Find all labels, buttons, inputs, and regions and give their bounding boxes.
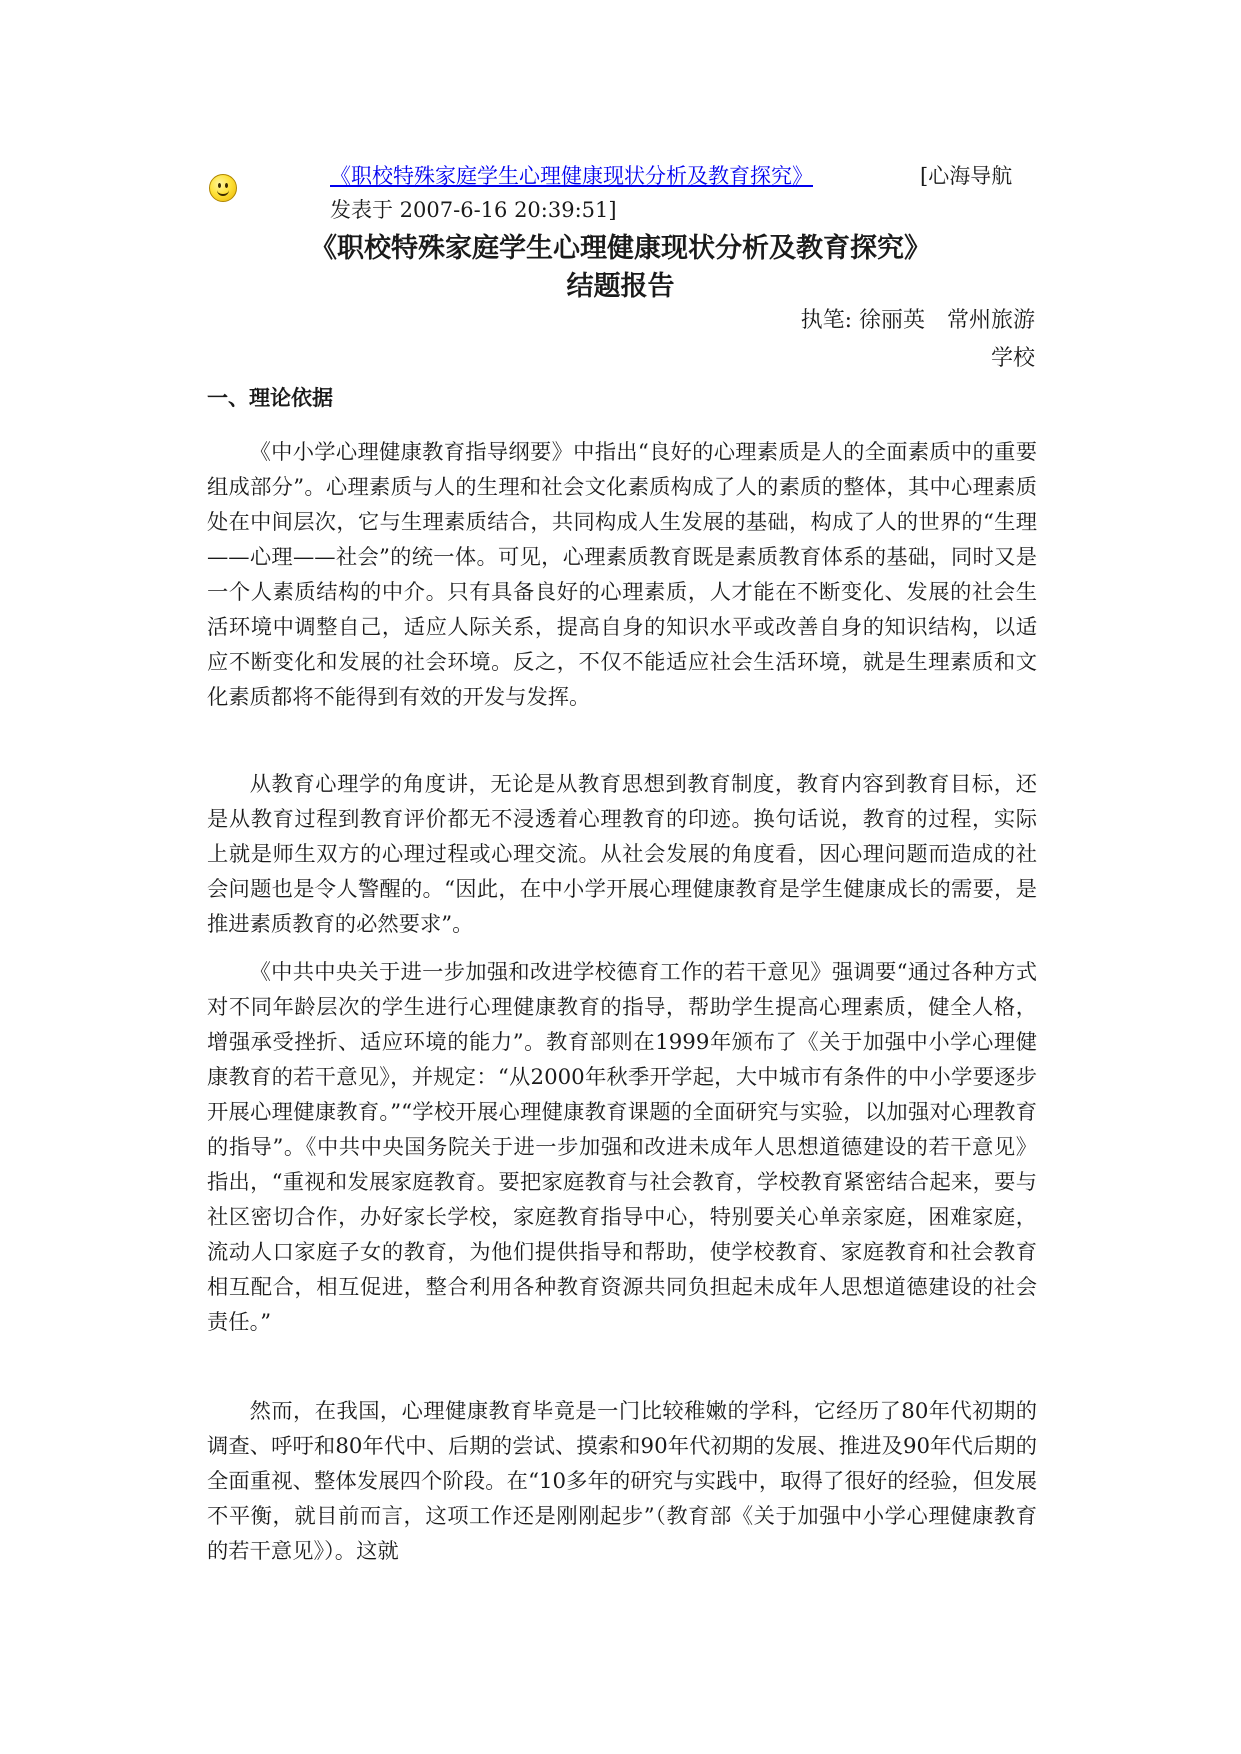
document-title: 《职校特殊家庭学生心理健康现状分析及教育探究》 [310,233,931,264]
school-line: 学校 [990,346,1035,371]
smiley-icon [209,174,237,202]
section-heading: 一、理论依据 [207,386,333,410]
author-line: 执笔: 徐丽英 常州旅游 [800,308,1035,333]
post-title-link[interactable]: 《职校特殊家庭学生心理健康现状分析及教育探究》 [330,164,813,188]
document-subtitle: 结题报告 [566,271,675,302]
post-forum-label: [心海导航 [920,164,1013,188]
paragraph-3: 《中共中央关于进一步加强和改进学校德育工作的若干意见》强调要“通过各种方式对不同年龄层次的学生进行心理健康教育的指导，帮助学生提高心理素质，健全人格，增强承受挫折、适应环境的能力”。教育部则在1999年颁布了《关于加强中小学心理健康教育的若干意见》，并规定：“从2000年秋季开学起，大中城市有条件的中小学要逐步开展心理健康教育。”“学校开展心理健康教育课题的全面研究与实验，以加强对心理教育的指导”。《中共中央国务院关于进一步加强和改进未成年人思想道德建设的若干意见》指出，“重视和发展家庭教育。要把家庭教育与社会教育，学校教育紧密结合起来，要与社区密切合作，办好家长学校，家庭教育指导中心，特别要关心单亲家庭，困难家庭，流动人口家庭子女的教育，为他们提供指导和帮助，使学校教育、家庭教育和社会教育相互配合，相互促进，整合利用各种教育资源共同负担起未成年人思想道德建设的社会责任。” [207,960,1037,1336]
paragraph-4: 然而，在我国，心理健康教育毕竟是一门比较稚嫩的学科，它经历了80年代初期的调查、呼吁和80年代中、后期的尝试、摸索和90年代初期的发展、推进及90年代后期的全面重视、整体发展四个阶段。在“10多年的研究与实践中，取得了很好的经验，但发展不平衡，就目前而言，这项工作还是刚刚起步”（教育部《关于加强中小学心理健康教育的若干意见》）。这就 [207,1399,1037,1565]
smiley-mouth [217,187,229,196]
post-meta: 发表于 2007-6-16 20:39:51] [330,198,617,222]
paragraph-2: 从教育心理学的角度讲，无论是从教育思想到教育制度，教育内容到教育目标，还是从教育过程到教育评价都无不浸透着心理教育的印迹。换句话说，教育的过程，实际上就是师生双方的心理过程或心理交流。从社会发展的角度看，因心理问题而造成的社会问题也是令人警醒的。“因此，在中小学开展心理健康教育是学生健康成长的需要，是推进素质教育的必然要求”。 [207,772,1037,938]
paragraph-1: 《中小学心理健康教育指导纲要》中指出“良好的心理素质是人的全面素质中的重要组成部分”。心理素质与人的生理和社会文化素质构成了人的素质的整体，其中心理素质处在中间层次，它与生理素质结合，共同构成人生发展的基础，构成了人的世界的“生理——心理——社会”的统一体。可见，心理素质教育既是素质教育体系的基础，同时又是一个人素质结构的中介。只有具备良好的心理素质，人才能在不断变化、发展的社会生活环境中调整自己，适应人际关系，提高自身的知识水平或改善自身的知识结构，以适应不断变化和发展的社会环境。反之，不仅不能适应社会生活环境，就是生理素质和文化素质都将不能得到有效的开发与发挥。 [207,440,1037,711]
